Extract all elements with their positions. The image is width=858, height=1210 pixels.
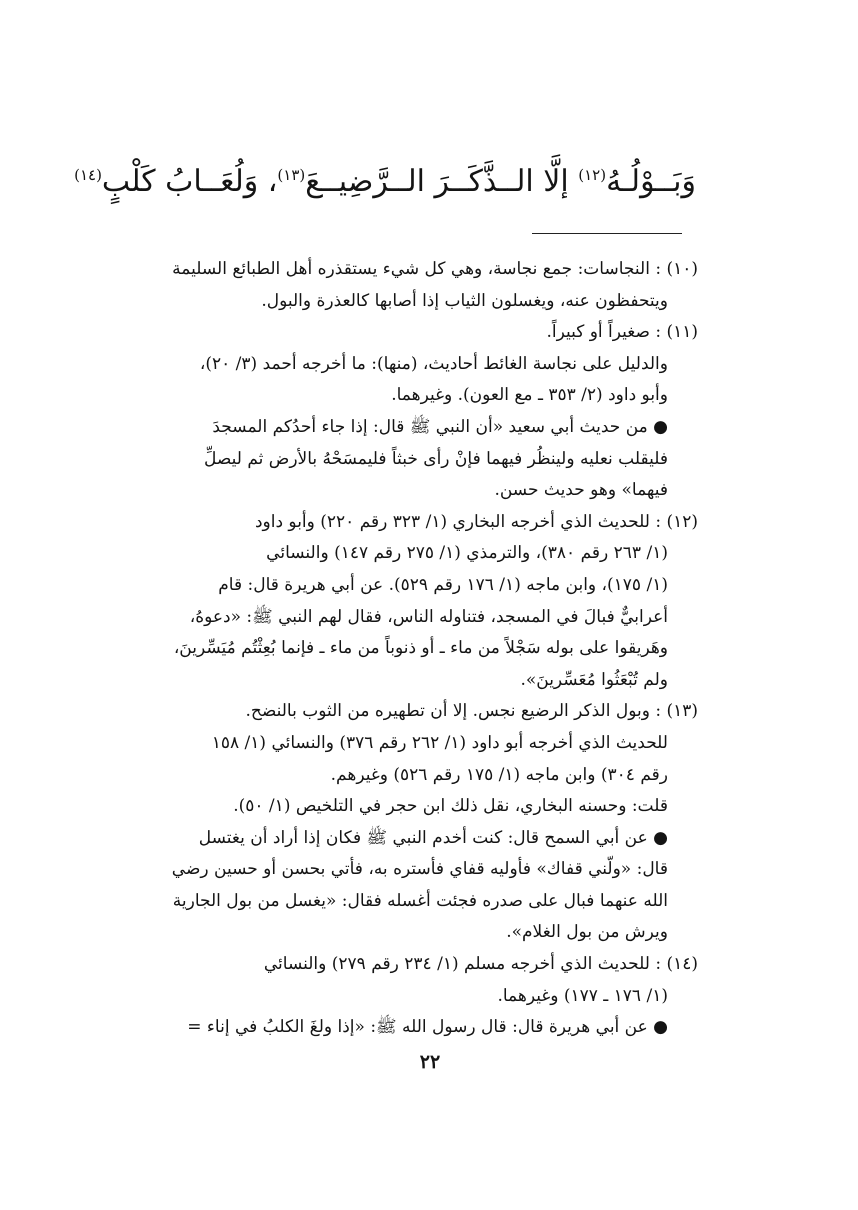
footnote-line: ● من حديث أبي سعيد «أن النبي ﷺ قال: إذا جاء أحدُكم المسجدَ (212, 416, 668, 437)
footnote-line: الله عنهما فبال على صدره فجئت أغسله فقال: «يغسل من بول الجارية (172, 890, 668, 911)
footnote-line: وهَريقوا على بوله سَجْلاً من ماء ـ أو ذنوباً من ماء ـ فإنما بُعِثْتُم مُيَسِّرينَ، (173, 638, 668, 659)
footnotes-block (150, 254, 698, 1044)
footnote-line: قال: «ولّني قفاك» فأوليه قفاي فأستره به، فأتي بحسن أو حسين رضي (171, 859, 668, 880)
footnote-line: ولم تُبْعَثُوا مُعَسِّرينَ». (520, 669, 668, 690)
footnote-line-start: (١٠) : النجاسات: جمع نجاسة، وهي كل شيء يستقذره أهل الطبائع السليمة (172, 259, 698, 279)
main-text-segment: ، وَلُعَــابُ كَلْبٍ (101, 164, 278, 199)
footnote-separator (532, 233, 682, 234)
main-text-line (74, 150, 696, 207)
footnote-line: وأبو داود (٢/ ٣٥٣ ـ مع العون). وغيرهما. (391, 385, 668, 406)
footnote-line: للحديث الذي أخرجه أبو داود (١/ ٢٦٢ رقم ٣٧٦) والنسائي (١/ ١٥٨ (211, 732, 668, 753)
footnote-line: ويتحفظون عنه، ويغسلون الثياب إذا أصابها كالعذرة والبول. (261, 290, 668, 311)
footnote-line: رقم ٣٠٤) وابن ماجه (١/ ١٧٥ رقم ٥٢٦) وغيرهم. (330, 764, 668, 785)
footnote-line: قلت: وحسنه البخاري، نقل ذلك ابن حجر في التلخيص (١/ ٥٠). (233, 796, 668, 817)
footnote-line-start: (١٢) : للحديث الذي أخرجه البخاري (١/ ٣٢٣ رقم ٢٢٠) وأبو داود (254, 511, 698, 532)
footnote-line: (١/ ١٧٦ ـ ١٧٧) وغيرهما. (497, 985, 668, 1006)
footnote-line: أعرابيٌّ فبالَ في المسجد، فتناوله الناس، فقال لهم النبي ﷺ: «دعوهُ، (189, 606, 668, 627)
footnote-line-start: (١٤) : للحديث الذي أخرجه مسلم (١/ ٢٣٤ رقم ٢٧٩) والنسائي (263, 954, 698, 975)
footnote-line: فيهما» وهو حديث حسن. (494, 480, 668, 501)
page-number: ٢٢ (419, 1051, 441, 1073)
footnote-ref-12[interactable]: (١٢) (578, 166, 607, 184)
footnote-line: فليقلب نعليه ولينظُر فيهما فإنْ رأى خبثاً فليمسَحْهُ بالأرض ثم ليصلِّ (203, 448, 668, 469)
footnote-line: ● عن أبي السمح قال: كنت أخدم النبي ﷺ فكان إذا أراد أن يغتسل (198, 827, 668, 848)
main-text-segment: إلَّا الــذَّكَــرَ الــرَّضِيــعَ (305, 164, 579, 199)
main-text-segment: وَبَــوْلُـهُ (606, 164, 696, 199)
footnote-line: (١/ ٢٦٣ رقم ٣٨٠)، والترمذي (١/ ٢٧٥ رقم ١٤٧) والنسائي (266, 543, 668, 564)
footnote-ref-13[interactable]: (١٣) (277, 166, 306, 184)
footnote-line-start: (١٣) : وبول الذكر الرضيع نجس. إلا أن تطهيره من الثوب بالنضح. (245, 701, 698, 722)
footnote-line: والدليل على نجاسة الغائط أحاديث، (منها): ما أخرجه أحمد (٣/ ٢٠)، (199, 353, 668, 374)
footnote-line: (١/ ١٧٥)، وابن ماجه (١/ ١٧٦ رقم ٥٢٩). عن أبي هريرة قال: قام (218, 574, 668, 595)
footnote-line: ● عن أبي هريرة قال: قال رسول الله ﷺ: «إذا ولغَ الكلبُ في إناء = (187, 1017, 668, 1038)
footnote-line-start: (١١) : صغيراً أو كبيراً. (546, 322, 698, 343)
footnote-ref-14[interactable]: (١٤) (74, 166, 102, 184)
footnote-line: ويرش من بول الغلام». (506, 922, 668, 943)
